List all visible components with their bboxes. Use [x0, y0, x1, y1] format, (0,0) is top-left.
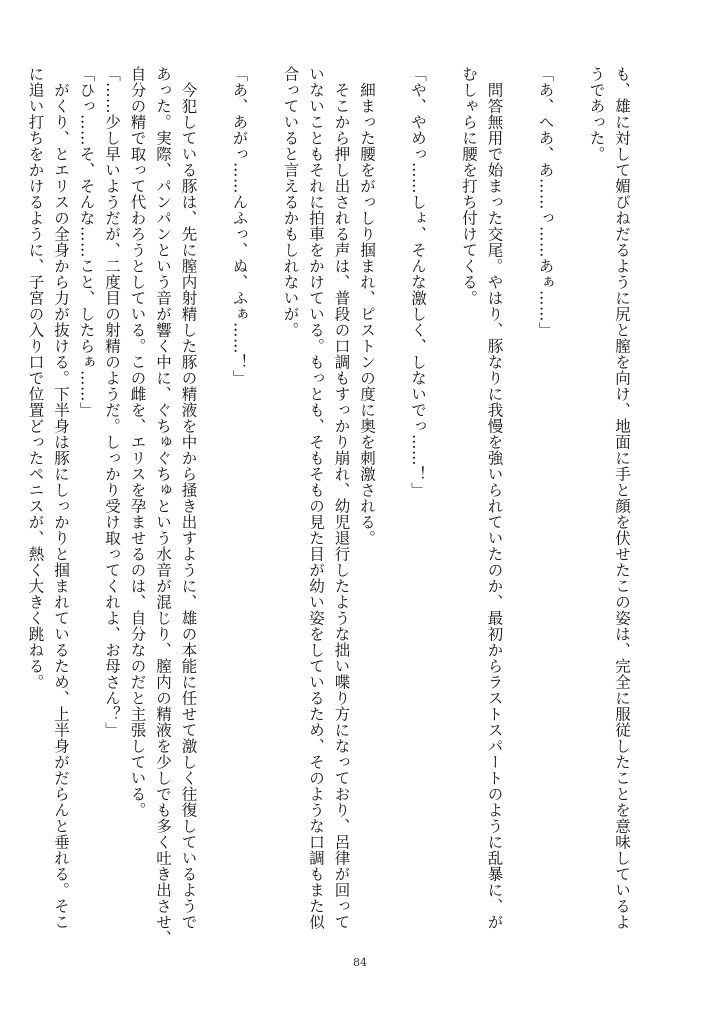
- text-line: 「あ、あがっ……んふっ、ぬ、ふぁ……！」: [230, 66, 249, 386]
- text-line: 細まった腰をがっしり掴まれ、ピストンの度に奥を刺激される。: [358, 66, 376, 546]
- vertical-text-body: [26, 66, 634, 946]
- text-line: あった。実際、パンパンという音が響く中に、ぐちゅぐちゅという水音が混じり、膣内の精液を少しでも多く吐き出させ、: [154, 66, 172, 946]
- text-line: 「や、やめっ……しょ、そんな激しく、しないでっ……！」: [409, 66, 427, 498]
- text-line: 今犯している豚は、先に膣内射精した豚の精液を中から掻き出すように、雄の本能に任せて激しく往復しているようで: [179, 66, 198, 930]
- paragraph-gap: [252, 66, 278, 946]
- paragraph-gap: [558, 66, 584, 946]
- text-line: 自分の精で取って代わろうとしている。この雌を、エリスを孕ませるのは、自分なのだと主張している。: [128, 66, 147, 818]
- text-line: むしゃらに腰を打ち付けてくる。: [460, 66, 478, 306]
- text-line: も、雄に対して媚びねだるように尻と膣を向け、地面に手と顔を伏せたこの姿は、完全に服従したことを意味しているよ: [613, 66, 631, 930]
- text-line: 問答無用で始まった交尾。やはり、豚なりに我慢を強いられていたのか、最初からラストスパートのように乱暴に、が: [485, 66, 504, 930]
- text-line: うであった。: [587, 66, 606, 162]
- paragraph-gap: [201, 66, 227, 946]
- paragraph-gap: [379, 66, 405, 946]
- text-line: 「ひっ……そ、そんな……こと、したらぁ……」: [77, 66, 96, 418]
- paragraph-gap: [507, 66, 533, 946]
- text-line: そこから押し出される声は、普段の口調もすっかり崩れ、幼児退行したような拙い喋り方になっており、呂律が回って: [332, 66, 351, 930]
- text-line: 「……少し早いようだが、二度目の射精のようだ。しっかり受け取ってくれよ、お母さん？」: [103, 66, 121, 738]
- text-line: がくり、とエリスの全身から力が抜ける。下半身は豚にしっかりと掴まれているため、上半身がだらんと垂れる。そこ: [52, 66, 70, 930]
- paragraph-gap: [430, 66, 456, 946]
- text-line: に追い打ちをかけるように、子宮の入り口で位置どったペニスが、熱く大きく跳ねる。: [26, 66, 45, 690]
- text-line: 合っていると言えるかもしれないが。: [281, 66, 300, 338]
- text-line: 「あ、へあ、あ……っ……あぁ……」: [536, 66, 555, 338]
- text-line: いないこともそれに拍車をかけている。もっとも、そもそもの見た目が幼い姿をしているため、そのような口調もまた似: [307, 66, 325, 930]
- page-number: 84: [353, 956, 367, 969]
